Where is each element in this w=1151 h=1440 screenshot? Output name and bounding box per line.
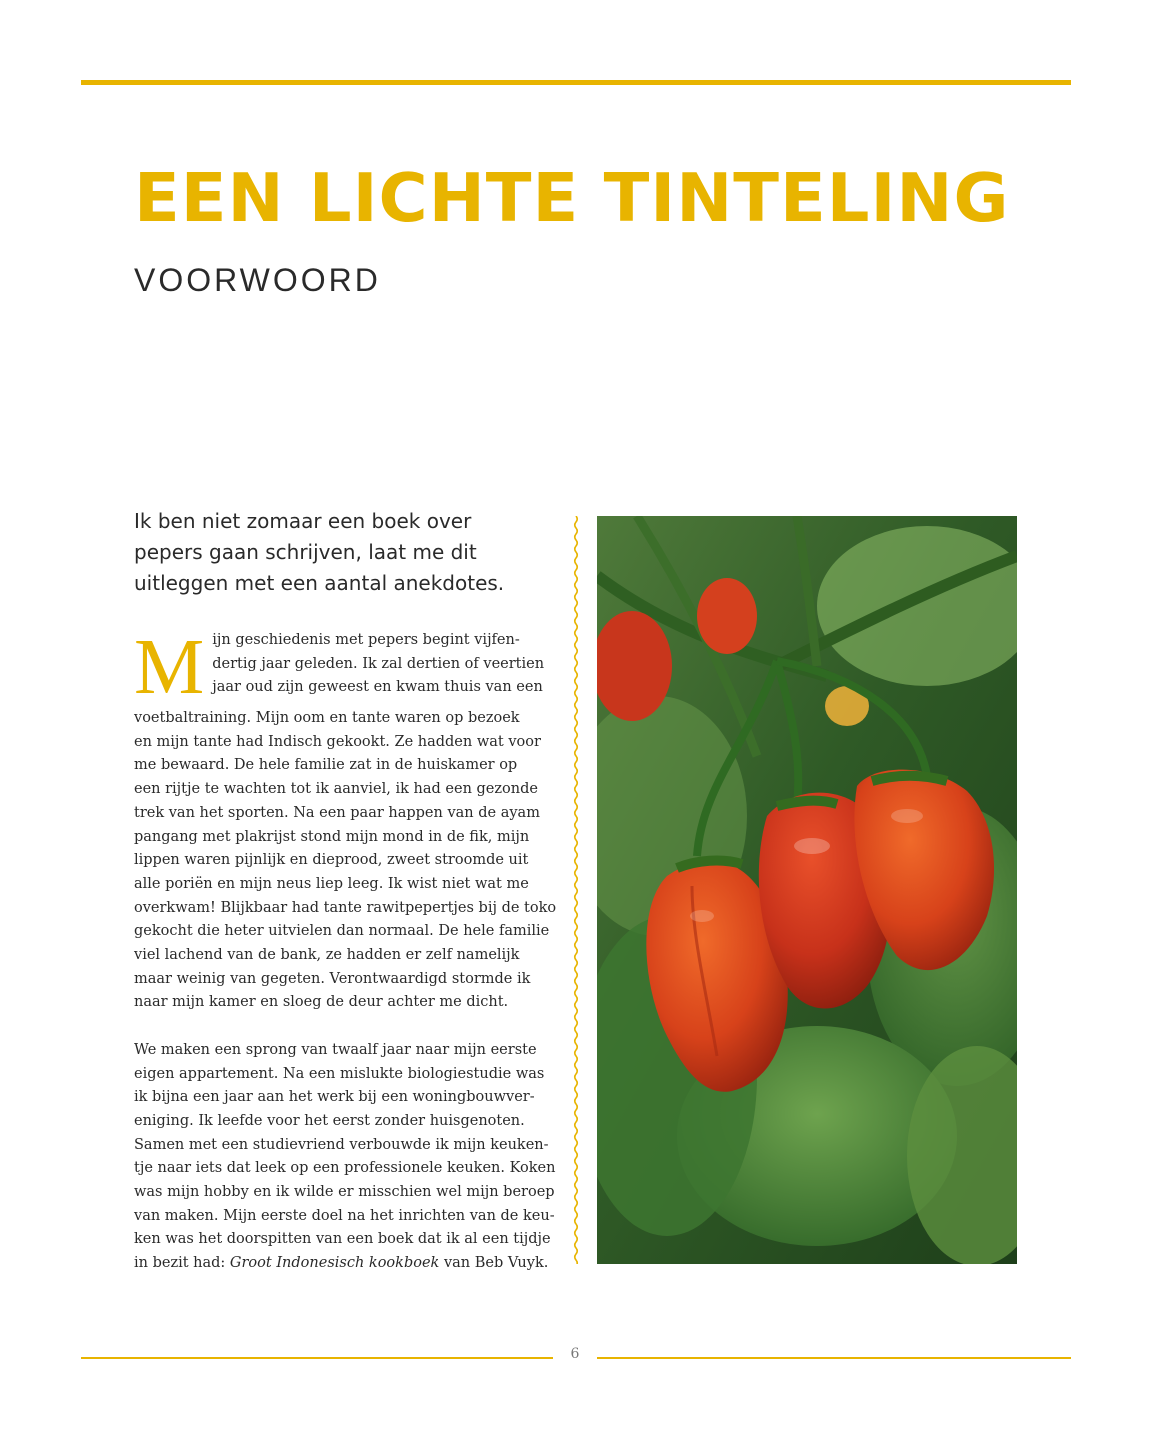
text-line: een rijtje te wachten tot ik aanviel, ik had een gezonde [134,781,538,798]
dropcap: M [134,624,205,711]
text-span: van Beb Vuyk. [439,1255,549,1272]
dropcap-block [134,624,559,711]
paragraph-1 [134,624,559,1015]
text-line: lippen waren pijnlijk en dieprood, zweet stroomde uit [134,852,529,869]
page-number: 6 [570,1346,580,1362]
text-line: Samen met een studievriend verbouwde ik mijn keuken- [134,1136,549,1153]
lead-line: Ik ben niet zomaar een boek over [134,509,472,533]
text-line: me bewaard. De hele familie zat in de huiskamer op [134,757,518,774]
top-rule [81,80,1071,85]
text-line: eigen appartement. Na een mislukte biologiestudie was [134,1065,545,1082]
lead-line: pepers gaan schrijven, laat me dit [134,540,477,564]
paragraph-2 [134,1039,559,1276]
book-title: Groot Indonesisch kookboek [229,1255,440,1272]
text-line: We maken een sprong van twaalf jaar naar mijn eerste [134,1041,537,1058]
text-line: eniging. Ik leefde voor het eerst zonder huisgenoten. [134,1112,525,1129]
text-line: gekocht die heter uitvielen dan normaal. De hele familie [134,923,550,940]
text-line: tje naar iets dat leek op een professionele keuken. Koken [134,1160,556,1177]
wavy-divider [569,516,583,1264]
chili-pepper-photo [597,516,1017,1264]
text-line: voetbaltraining. Mijn oom en tante waren op bezoek [134,710,520,726]
chapter-subtitle: VOORWOORD [134,262,381,298]
text-line: dertig jaar geleden. Ik zal dertien of veertien [212,655,545,672]
text-line: pangang met plakrijst stond mijn mond in de fik, mijn [134,828,530,845]
text-line: jaar oud zijn geweest en kwam thuis van een [212,679,543,696]
text-line: ik bijna een jaar aan het werk bij een woningbouwver- [134,1089,535,1106]
lead-paragraph [134,506,554,599]
body-text [134,624,559,1276]
text-line: alle poriën en mijn neus liep leeg. Ik wist niet wat me [134,875,529,892]
footer-rule-right [597,1357,1071,1359]
text-line: maar weinig van gegeten. Verontwaardigd stormde ik [134,970,531,987]
footer-rule-left [81,1357,553,1359]
text-line: ken was het doorspitten van een boek dat ik al een tijdje [134,1231,551,1248]
chili-pepper-illustration [597,516,1017,1264]
text-line: en mijn tante had Indisch gekookt. Ze hadden wat voor [134,733,541,750]
text-span: in bezit had: [134,1255,230,1272]
text-line: viel lachend van de bank, ze hadden er zelf namelijk [134,947,520,964]
text-line: was mijn hobby en ik wilde er misschien wel mijn beroep [134,1184,555,1201]
text-line: trek van het sporten. Na een paar happen van de ayam [134,804,540,821]
lead-line: uitleggen met een aantal anekdotes. [134,571,505,595]
text-line: overkwam! Blijkbaar had tante rawitpepertjes bij de toko [134,899,557,916]
chapter-title: EEN LICHTE TINTELING [134,159,1010,237]
text-line: naar mijn kamer en sloeg de deur achter me dicht. [134,994,509,1011]
text-line: ijn geschiedenis met pepers begint vijfen- [212,632,520,648]
text-line [134,1252,559,1276]
text-line: van maken. Mijn eerste doel na het inrichten van de keu- [134,1207,555,1224]
